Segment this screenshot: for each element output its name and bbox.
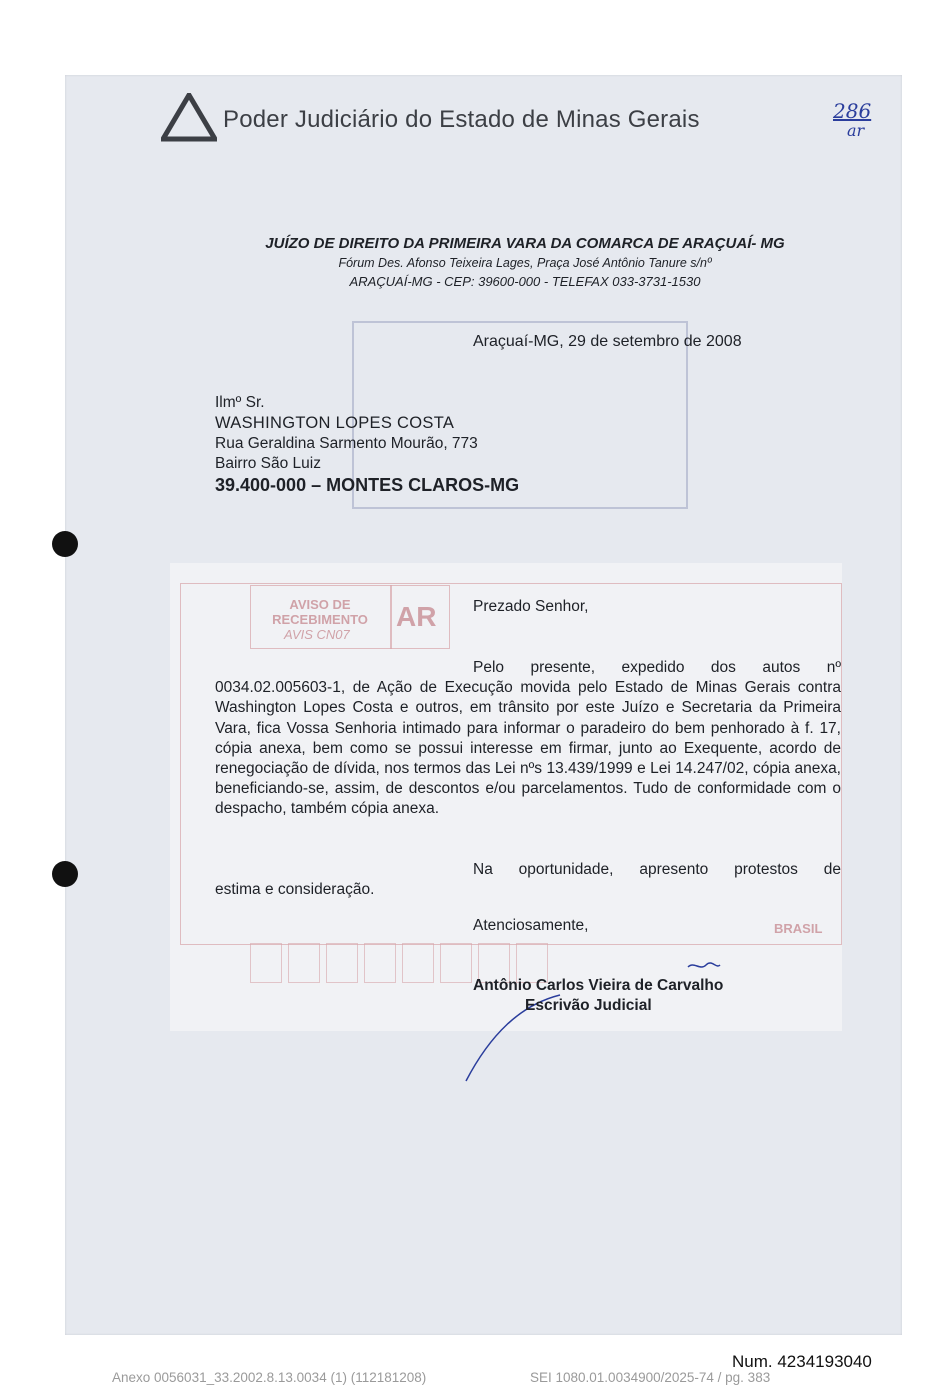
signer-name: Antônio Carlos Vieira de Carvalho: [473, 977, 724, 994]
judiciary-logo-icon: [161, 93, 217, 143]
recipient-salutation: Ilmº Sr.: [215, 394, 265, 411]
letter-paragraph-2-rest: estima e consideração.: [215, 881, 375, 898]
ar-code: AVIS CN07: [284, 627, 350, 642]
folio-handwritten: [833, 99, 871, 140]
ar-badge: AR: [396, 601, 437, 632]
recipient-district: Bairro São Luiz: [215, 455, 321, 472]
court-contact: ARAÇUAÍ-MG - CEP: 39600-000 - TELEFAX 033-3731-1530: [349, 274, 701, 289]
recipient-street: Rua Geraldina Sarmento Mourão, 773: [215, 435, 478, 452]
recipient-name: WASHINGTON LOPES COSTA: [215, 414, 455, 432]
institution-name: Poder Judiciário do Estado de Minas Gerais: [223, 106, 700, 133]
letter-paragraph-2-first-line: Na oportunidade, apresento protestos de: [473, 861, 841, 878]
paragraph-1-text: Pelo presente, expedido dos autos nº 0034.02.005603-1, de Ação de Execução movida pelo Estado de Minas Gerais contra Washington Lopes Costa e outros, em trânsito por este Juízo e Secretaria da Primeira Vara, fica Vossa Senhoria intimado para informar o paradeiro do bem penhorado à f. 17, cópia anexa, bem como se possui interesse em firmar, junto ao Exequente, acordo de renegociação de dívida, nos termos das Lei nºs 13.439/1999 e Lei 14.247/02, cópia anexa, beneficiando-se, assim, de descontos e/ou parcelamentos. Tudo de conformidade com o despacho, também cópia anexa.: [215, 659, 841, 818]
signer-title: Escrivão Judicial: [525, 997, 652, 1014]
sei-reference: SEI 1080.01.0034900/2025-74 / pg. 383: [530, 1370, 771, 1385]
letter-date: Araçuaí-MG, 29 de setembro de 2008: [473, 333, 742, 350]
letter-paragraph-1: [215, 658, 841, 820]
court-name: JUÍZO DE DIREITO DA PRIMEIRA VARA DA COMARCA DE ARAÇUAÍ- MG: [265, 235, 785, 252]
court-address: Fórum Des. Afonso Teixeira Lages, Praça José Antônio Tanure s/nº: [338, 256, 712, 270]
ar-country: BRASIL: [774, 921, 823, 936]
letter-greeting: Prezado Senhor,: [473, 598, 589, 615]
annex-reference: Anexo 0056031_33.2002.8.13.0034 (1) (112181208): [112, 1370, 427, 1385]
scanned-page: [65, 75, 902, 1335]
ar-title: AVISO DE RECEBIMENTO: [272, 597, 368, 627]
folio-rubric: ar: [847, 121, 865, 140]
letter-closing: Atenciosamente,: [473, 917, 589, 934]
folio-number: 286: [833, 99, 872, 123]
punch-hole-lower: [52, 861, 78, 887]
document-number: Num. 4234193040: [732, 1352, 872, 1371]
signature-stroke-icon: [460, 955, 760, 1085]
recipient-city: 39.400-000 – MONTES CLAROS-MG: [215, 475, 520, 495]
punch-hole-upper: [52, 531, 78, 557]
